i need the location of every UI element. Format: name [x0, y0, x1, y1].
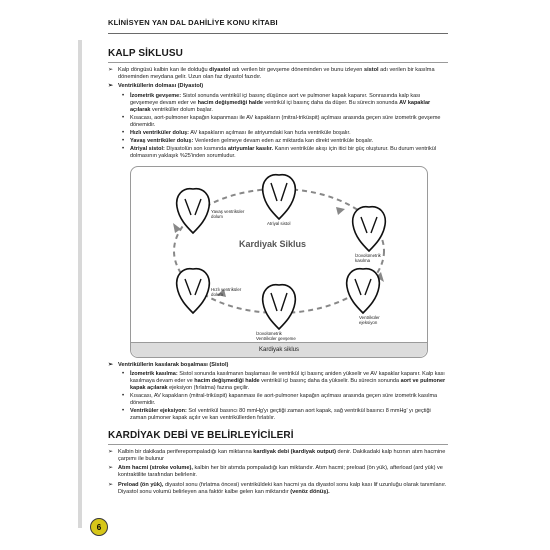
bullet-icon: •	[122, 129, 125, 136]
arrow-bullet-icon: ➢	[108, 83, 114, 90]
emptying-heading: ➢ Ventriküllerin kasılarak boşalması (Sistol)	[108, 361, 229, 368]
arrow-bullet-icon: ➢	[108, 67, 114, 73]
section-title-kalp-siklusu: KALP SİKLUSU	[108, 48, 183, 59]
bullet-icon: •	[122, 92, 125, 99]
page-margin	[0, 0, 80, 550]
label-slow-filling: Yavaş ventriküler dolum	[211, 208, 245, 219]
list-item: • Ventriküler ejeksiyon: Sol ventrikül basıncı 80 mmHg'yı geçtiği zaman aort kapak, sağ ventrikül basıncı 8 mmHg' yı geçtiği zaman pulmoner kapak açılır ve kan ventriküllerden fırlatılır.	[122, 407, 431, 421]
cycle-arrow-icon	[173, 223, 181, 233]
intro-paragraph: ➢ Kalp döngüsü kalbin kan ile dolduğu diyastol adı verilen bir gevşeme döneminden ve bunu izleyen sistol adı verilen bir kasılma döneminden meydana gelir. Uzun olan faz diyastol fazıdır.	[108, 67, 435, 81]
heart-iso-relaxation-icon	[263, 284, 296, 328]
list-item: • İzometrik gevşeme: Sistol sonunda ventrikül içi basınç düşünce aort ve pulmoner kapak kapanır. Sonrasında kalp kası gevşemeye devam eder ve hacim değişmediği halde ventrikül içi basınç daha da düşer. Bu sürecin sonunda AV kapaklar açılarak ventriküller dolum başlar.	[122, 92, 431, 113]
list-item: • İzometrik kasılma: Sistol sonunda kasılmanın başlaması ile ventrikül içi basınç aniden yükselir ve AV kapaklar kapanır. Kalp kası kasılmaya devam eder ve hacim değişmediği halde ventrikül içi basınç daha da yükselir. Bu sürecin sonunda aort ve pulmoner kapak açılarak ejeksiyon (fırlatma) fazına geçilir.	[122, 370, 446, 391]
list-item: • Kısacası, AV kapakların (mitral-triküspit) kapanması ile aort-pulmoner kapağın açılması arasında geçen süre izometrik kasılma dönemidir.	[122, 392, 438, 406]
bullet-icon: •	[122, 114, 125, 121]
cardiac-cycle-figure	[130, 166, 428, 358]
label-rapid-filling: Hızlı ventriküler dolum	[211, 286, 242, 297]
bullet-icon: •	[122, 137, 125, 144]
heart-rapid-filling-icon	[177, 268, 210, 312]
preload-paragraph: ➢ Preload (ön yük), diyastol sonu (fırlatma öncesi) ventriküldeki kan hacmi ya da diyastol sonu kalp kası lif uzunluğu olarak tanımlanır. Diyastol sonu volumü belirleyen ana faktör kalbe gelen kan miktarıdır (venöz dönüş).	[108, 481, 447, 495]
section-rule	[108, 444, 448, 445]
list-item: • Kısacası, aort-pulmoner kapağın kapanması ile AV kapakların (mitral-triküspit) açılması arasında geçen süre izometrik gevşeme dönemidir.	[122, 114, 441, 128]
list-item: • Atriyal sistol: Diyastolün son kısmında atriyumlar kasılır. Kanın ventriküle akışı için itici bir güç oluşturur. Bu durum ventrikül dolmasının yaklaşık %25'inden sorumludur.	[122, 145, 437, 159]
heart-ejection-icon	[347, 268, 380, 312]
heart-iso-contraction-icon	[353, 206, 386, 250]
bullet-icon: •	[122, 392, 125, 399]
cycle-arrow-icon	[336, 207, 345, 215]
label-iso-contraction: İzovolümetrik kasılma	[355, 252, 381, 263]
header-rule	[108, 33, 448, 34]
arrow-bullet-icon: ➢	[108, 465, 114, 472]
arrow-bullet-icon: ➢	[108, 361, 114, 368]
cycle-diagram	[131, 167, 427, 343]
arrow-bullet-icon: ➢	[108, 448, 114, 455]
cycle-center-label: Kardiyak Siklus	[239, 238, 307, 249]
bullet-icon: •	[122, 145, 125, 152]
filling-heading: ➢ Ventriküllerin dolması (Diyastol)	[108, 83, 204, 90]
page-content	[108, 40, 448, 498]
list-item: • Hızlı ventriküler doluş: AV kapakların açılması ile atriyumdaki kan hızla ventriküle boşalır.	[122, 129, 351, 136]
label-iso-relaxation: İzovolümetrik Ventriküler gevşeme	[256, 330, 296, 341]
stroke-volume-paragraph: ➢ Atım hacmi (stroke volume), kalbin her bir atımda pompaladığı kan miktarıdır. Atım hacmi; preload (ön yük), afterload (ard yük) ve kontraktilite tarafından belirlenir.	[108, 465, 443, 479]
page-number: 6	[90, 518, 108, 536]
running-header: KLİNİSYEN YAN DAL DAHİLİYE KONU KİTABI	[108, 18, 278, 27]
bullet-icon: •	[122, 370, 125, 377]
label-ejection: Ventriküler ejeksiyon	[359, 314, 380, 325]
label-atrial-systole: Atriyal sistol	[267, 220, 291, 226]
heart-atrial-systole-icon	[263, 174, 296, 218]
margin-band	[78, 40, 82, 528]
figure-caption: Kardiyak siklus	[131, 342, 427, 357]
arrow-bullet-icon: ➢	[108, 481, 114, 488]
list-item: • Yavaş ventriküler doluş: Venlerden gelmeye devam eden az miktarda kan direkt ventriküle boşalır.	[122, 137, 374, 144]
bullet-icon: •	[122, 407, 125, 414]
section-rule	[108, 62, 448, 63]
debi-paragraph: ➢ Kalbin bir dakikada periferepompaladığı kan miktarına kardiyak debi (kardiyak output) denir. Dakikadaki kalp hızının atım hacmine çarpımı ile bulunur	[108, 448, 446, 463]
section-title-kardiyak-debi: KARDİYAK DEBİ VE BELİRLEYİCİLERİ	[108, 429, 294, 441]
